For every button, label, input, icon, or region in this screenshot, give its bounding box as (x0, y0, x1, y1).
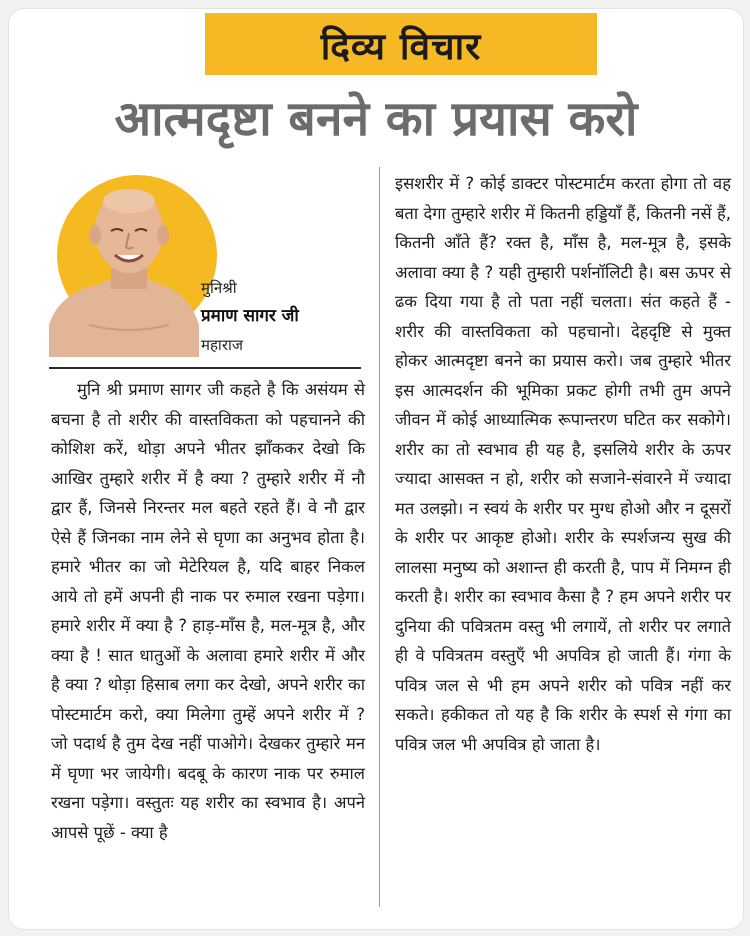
section-banner (205, 13, 597, 75)
author-suffix: महाराज (201, 336, 243, 354)
author-block (49, 175, 369, 365)
article-column-right: इसशरीर में ? कोई डाक्टर पोस्टमार्टम करता होगा तो वह बता देगा तुम्हारे शरीर में कितनी हड्डियाँ हैं, कितनी नसें हैं, कितनी आँते हैं? रक्त है, माँस है, मल-मूत्र है, इसके अलावा क्या है ? यही तुम्हारी पर्शनॉलिटी है। बस ऊपर से ढक दिया गया है तो पता नहीं चलता। संत कहते हैं - शरीर की वास्तविकता को पहचानो। देहदृष्टि से मुक्त होकर आत्मदृष्टा बनने का प्रयास करो। जब तुम्हारे भीतर इस आत्मदर्शन की भूमिका प्रकट होगी तभी तुम अपने जीवन में कोई आध्यात्मिक रूपान्तरण घटित कर सकोगे। शरीर का तो स्वभाव ही यह है, इसलिये शरीर के ऊपर ज्यादा आसक्त न हो, शरीर को सजाने-संवारने में ज्यादा मत उलझो। न स्वयं के शरीर पर मुग्ध होओ और न दूसरों के शरीर पर आकृष्ट होओ। शरीर के स्पर्शजन्य सुख की लालसा मनुष्य को अशान्त ही करती है, पाप में निमग्न ही करती है। शरीर का स्वभाव कैसा है ? हम अपने शरीर पर दुनिया की पवित्रतम वस्तु भी लगायें, तो शरीर पर लगाते ही वे पवित्रतम वस्तुएँ भी अपवित्र हो जाती हैं। गंगा के पवित्र जल से भी हम अपने शरीर को पवित्र नहीं कर सकते। हकीकत तो यह है कि शरीर के स्पर्श से गंगा का पवित्र जल भी अपवित्र हो जाता है। (395, 174, 731, 754)
newspaper-clipping (8, 8, 744, 930)
article-headline: आत्मदृष्टा बनने का प्रयास करो (114, 91, 638, 147)
article-column-left: मुनि श्री प्रमाण सागर जी कहते है कि असंयम से बचना है तो शरीर की वास्तविकता को पहचानने की कोशिश करें, थोड़ा अपने भीतर झाँककर देखो कि आखिर तुम्हारे शरीर में है क्या ? तुम्हारे शरीर में नौ द्वार हैं, जिनसे निरन्तर मल बहते रहते हैं। वे नौ द्वार ऐसे हैं जिनका नाम लेने से घृणा का अनुभव होता है। हमारे भीतर का जो मेटेरियल है, यदि बाहर निकल आये तो हमें अपनी ही नाक पर रुमाल रखना पड़ेगा। हमारे शरीर में क्या है ? हाड़-माँस है, मल-मूत्र है, और क्या है ! सात धातुओं के अलावा हमारे शरीर में और है क्या ? थोड़ा हिसाब लगा कर देखो, अपने शरीर का पोस्टमार्टम करो, क्या मिलेगा तुम्हें अपने शरीर में ? जो पदार्थ है तुम देख नहीं पाओगे। देखकर तुम्हारे मन में घृणा भर जायेगी। बदबू के कारण नाक पर रुमाल रखना पड़ेगा। वस्तुतः यह शरीर का स्वभाव है। अपने आपसे पूछें - क्या है (51, 380, 365, 842)
column-divider (379, 167, 380, 907)
author-photo (49, 175, 199, 357)
author-name: प्रमाण सागर जी (201, 306, 299, 326)
author-divider (49, 367, 361, 369)
author-prefix: मुनिश्री (201, 279, 237, 297)
section-title: दिव्य विचार (320, 24, 482, 68)
